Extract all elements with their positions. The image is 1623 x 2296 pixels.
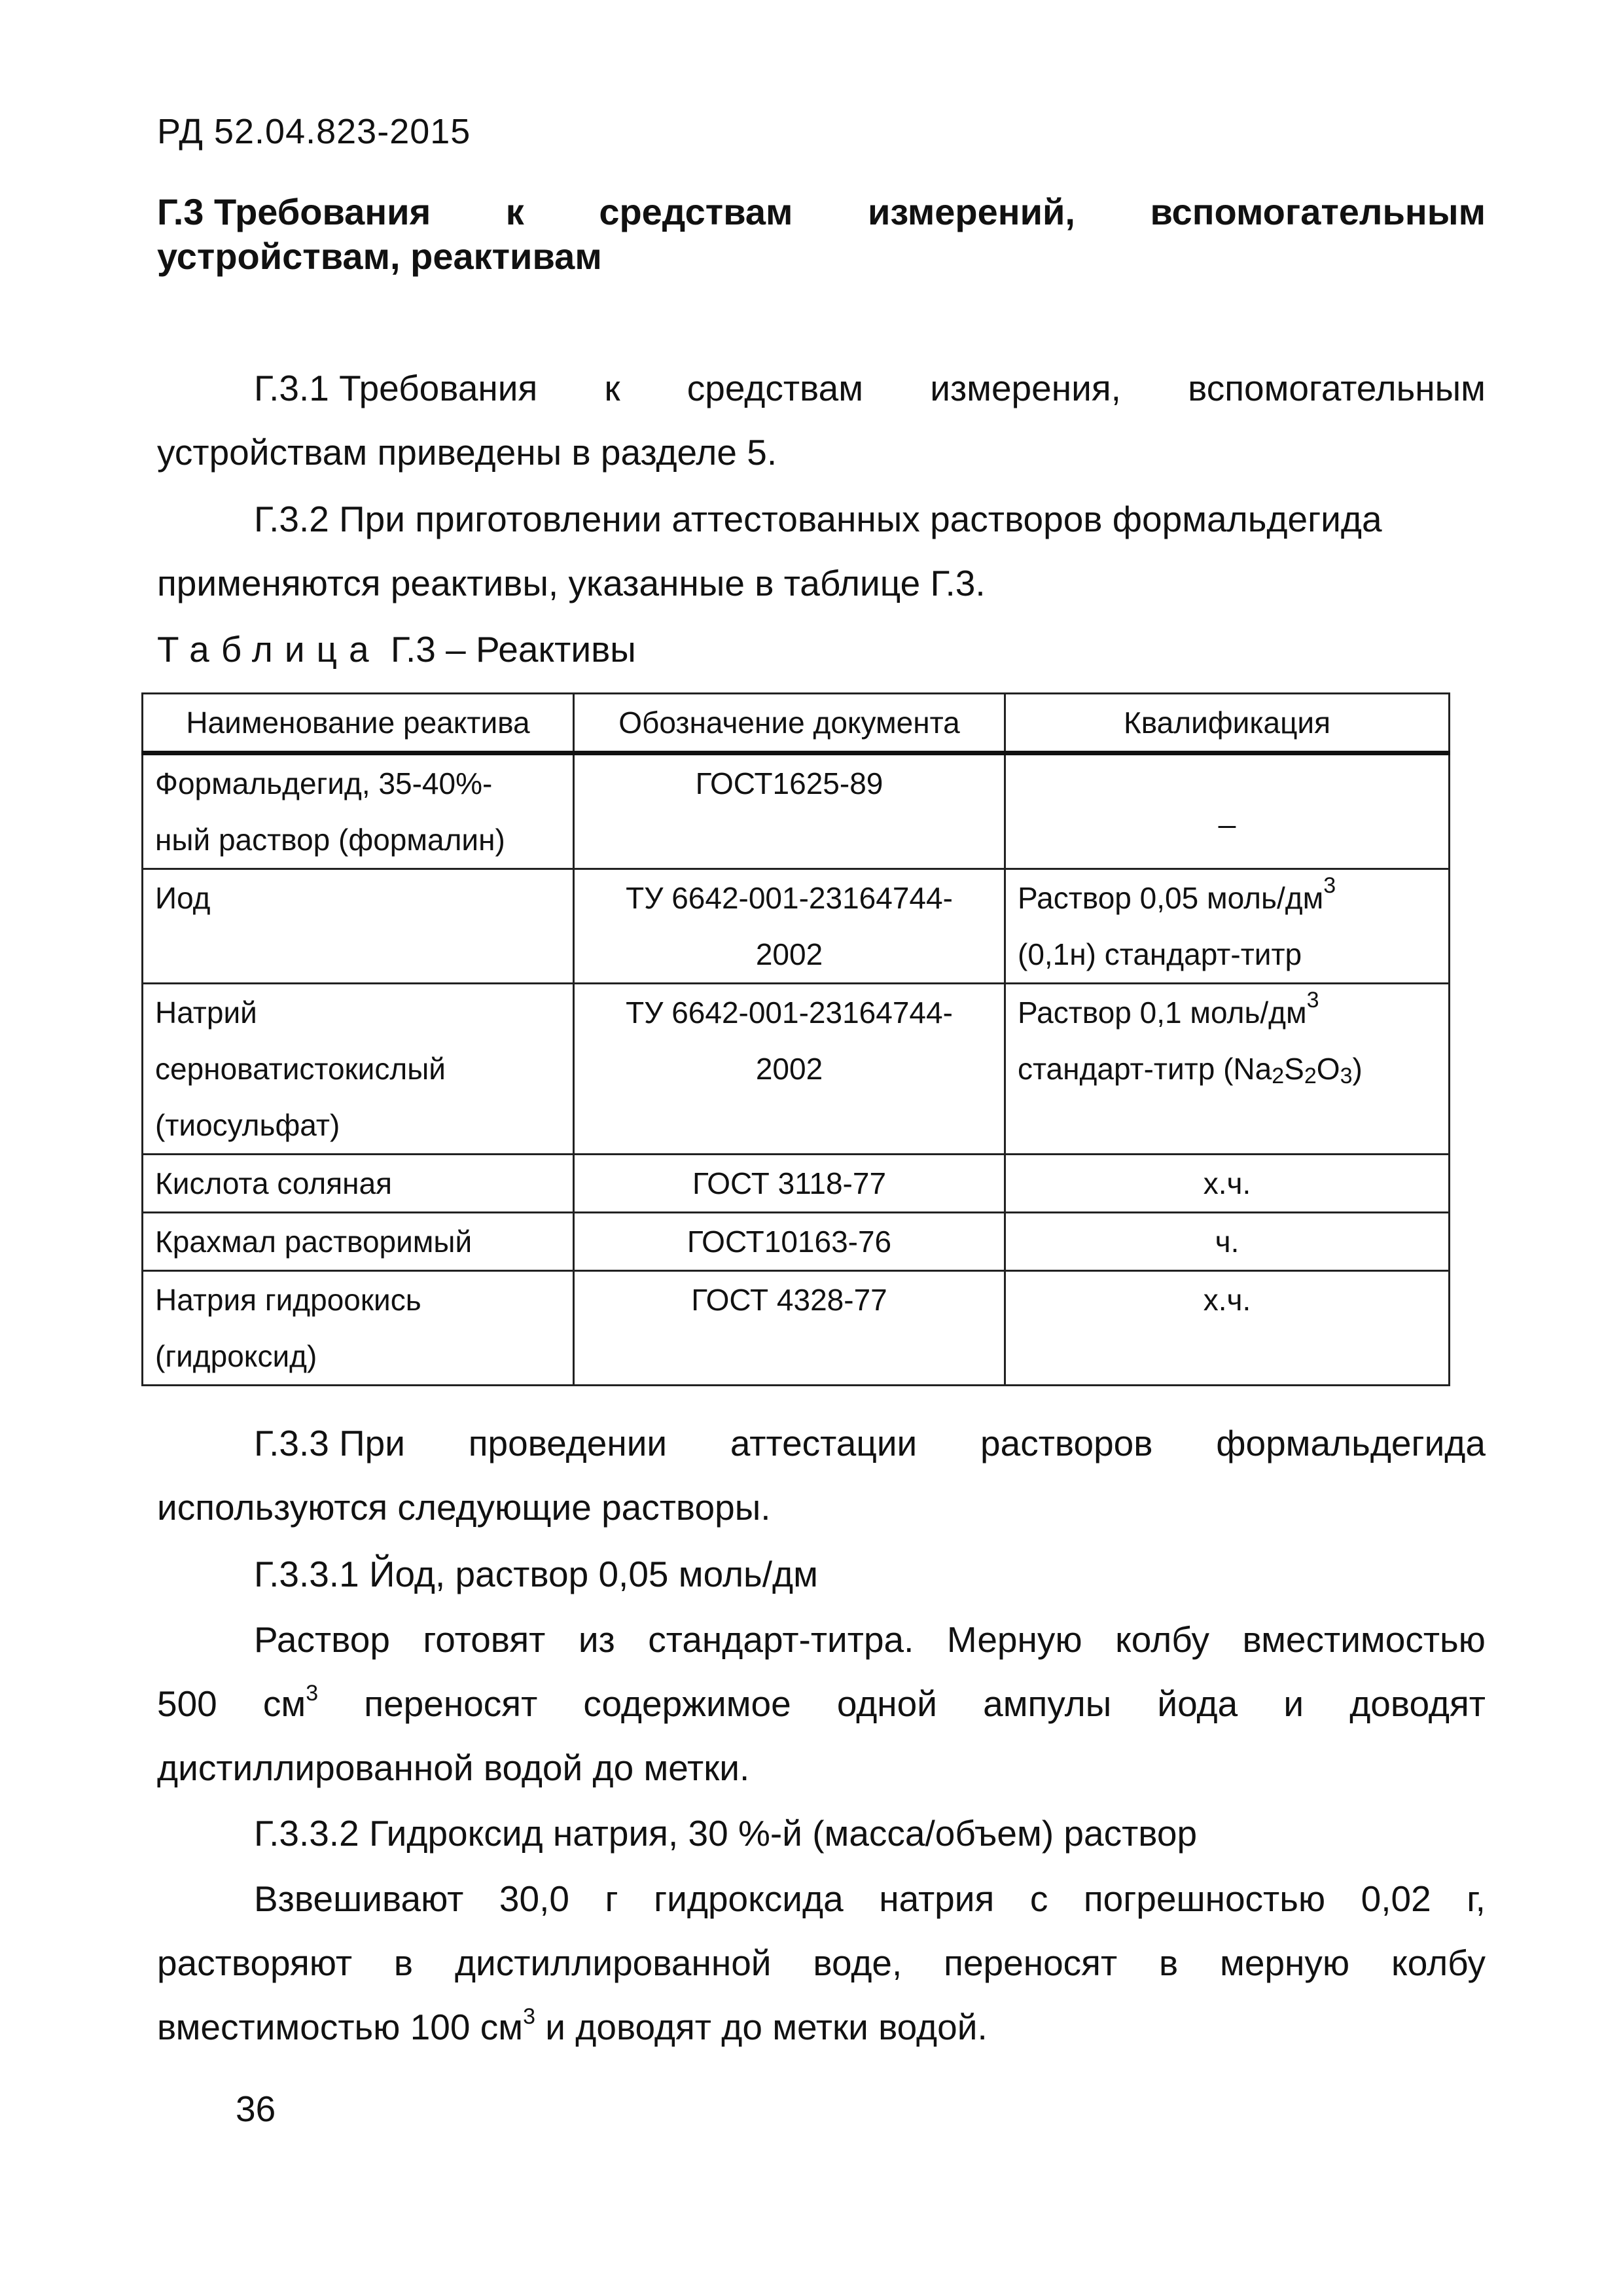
- paragraph-line: Раствор готовят из стандарт-титра. Мерную колбу вместимостью: [254, 1619, 1486, 1660]
- paragraph-g-3-1: [157, 356, 1486, 484]
- word: Г.3.1 Требования: [254, 368, 538, 408]
- section-title-line-2: устройствам, реактивам: [157, 236, 602, 277]
- title-word: средствам: [599, 191, 793, 232]
- section-title: [157, 190, 1486, 279]
- title-word: измерений,: [867, 191, 1075, 232]
- paragraph-sodium-hydroxide: [157, 1867, 1486, 2059]
- table-cell: ГОСТ10163-76: [574, 1213, 1005, 1271]
- table-row: [143, 1155, 1450, 1213]
- column-header: Обозначение документа: [574, 694, 1005, 753]
- table-cell: х.ч.: [1005, 1155, 1450, 1213]
- table-cell: ГОСТ1625-89: [574, 753, 1005, 869]
- table-cell: ч.: [1005, 1213, 1450, 1271]
- subsection-heading: Г.3.3.1 Йод, раствор 0,05 моль/дм: [254, 1554, 818, 1594]
- word: формальдегида: [1216, 1423, 1486, 1463]
- paragraph-g-3-3: [157, 1411, 1486, 1539]
- paragraph-line: Г.3.2 При приготовлении аттестованных растворов формальдегида: [254, 499, 1382, 539]
- title-word: к: [505, 191, 524, 232]
- table-cell: Формальдегид, 35-40%- ный раствор (формалин): [143, 753, 574, 869]
- subsection-heading: Г.3.3.2 Гидроксид натрия, 30 %-й (масса/объем) раствор: [254, 1813, 1198, 1854]
- paragraph-line: [157, 1411, 1486, 1475]
- table-row: [143, 1271, 1450, 1386]
- table-cell: ТУ 6642-001-23164744- 2002: [574, 984, 1005, 1155]
- paragraph-line: [157, 356, 1486, 420]
- table-header-row: [143, 694, 1450, 753]
- table-row: [143, 984, 1450, 1155]
- paragraph-line: Взвешивают 30,0 г гидроксида натрия с погрешностью 0,02 г,: [254, 1878, 1486, 1919]
- column-header: Квалификация: [1005, 694, 1450, 753]
- table-cell: х.ч.: [1005, 1271, 1450, 1386]
- word: Г.3.3 При: [254, 1423, 405, 1463]
- paragraph-line: растворяют в дистиллированной воде, переносят в мерную колбу: [157, 1943, 1486, 1983]
- table-cell: Натрия гидроокись (гидроксид): [143, 1271, 574, 1386]
- table-cell: _: [1005, 753, 1450, 869]
- paragraph-g-3-2: [157, 487, 1486, 615]
- table-caption: [157, 628, 636, 670]
- table-caption-title: Г.3 – Реактивы: [380, 629, 636, 670]
- subsection-g-3-3-2: [157, 1801, 1486, 1865]
- table-cell: ГОСТ 3118-77: [574, 1155, 1005, 1213]
- table-cell: Натрий серноватистокислый (тиосульфат): [143, 984, 574, 1155]
- table-cell: Кислота соляная: [143, 1155, 574, 1213]
- paragraph-line: вместимостью 100 $см^3$ и доводят до метки водой.: [157, 2004, 988, 2047]
- table-cell: Раствор 0,05 моль/$дм^3$ (0,1н) стандарт-титр: [1005, 869, 1450, 984]
- word: растворов: [980, 1423, 1153, 1463]
- subsection-g-3-3-1: [157, 1542, 1486, 1606]
- column-header: Наименование реактива: [143, 694, 574, 753]
- word: измерения,: [930, 368, 1121, 408]
- section-title-line-1: [157, 190, 1486, 234]
- paragraph-line: применяются реактивы, указанные в таблице Г.3.: [157, 563, 986, 603]
- paragraph-line: дистиллированной водой до метки.: [157, 1748, 750, 1788]
- word: аттестации: [730, 1423, 918, 1463]
- table-row: [143, 1213, 1450, 1271]
- word: средствам: [687, 368, 864, 408]
- reagents-table: [141, 692, 1450, 1386]
- word: к: [604, 368, 620, 408]
- title-word: Г.3 Требования: [157, 191, 431, 232]
- table-row: [143, 753, 1450, 869]
- table-cell: Раствор 0,1 моль/$дм^3$ стандарт-титр $(Na_2S_2O_3)$: [1005, 984, 1450, 1155]
- table-row: [143, 869, 1450, 984]
- paragraph-iodine-solution: [157, 1607, 1486, 1800]
- document-code: РД 52.04.823-2015: [157, 112, 471, 151]
- word: вспомогательным: [1188, 368, 1486, 408]
- paragraph-line: устройствам приведены в разделе 5.: [157, 432, 777, 473]
- paragraph-line: 500 $см^3$ переносят содержимое одной ампулы йода и доводят: [157, 1681, 1486, 1724]
- table-cell: Иод: [143, 869, 574, 984]
- page-number: 36: [236, 2089, 276, 2129]
- word: проведении: [468, 1423, 668, 1463]
- table-cell: ГОСТ 4328-77: [574, 1271, 1005, 1386]
- table-cell: Крахмал растворимый: [143, 1213, 574, 1271]
- paragraph-line: используются следующие растворы.: [157, 1487, 771, 1528]
- title-word: вспомогательным: [1150, 191, 1486, 232]
- table-caption-label: Таблица: [157, 629, 381, 670]
- table-cell: ТУ 6642-001-23164744- 2002: [574, 869, 1005, 984]
